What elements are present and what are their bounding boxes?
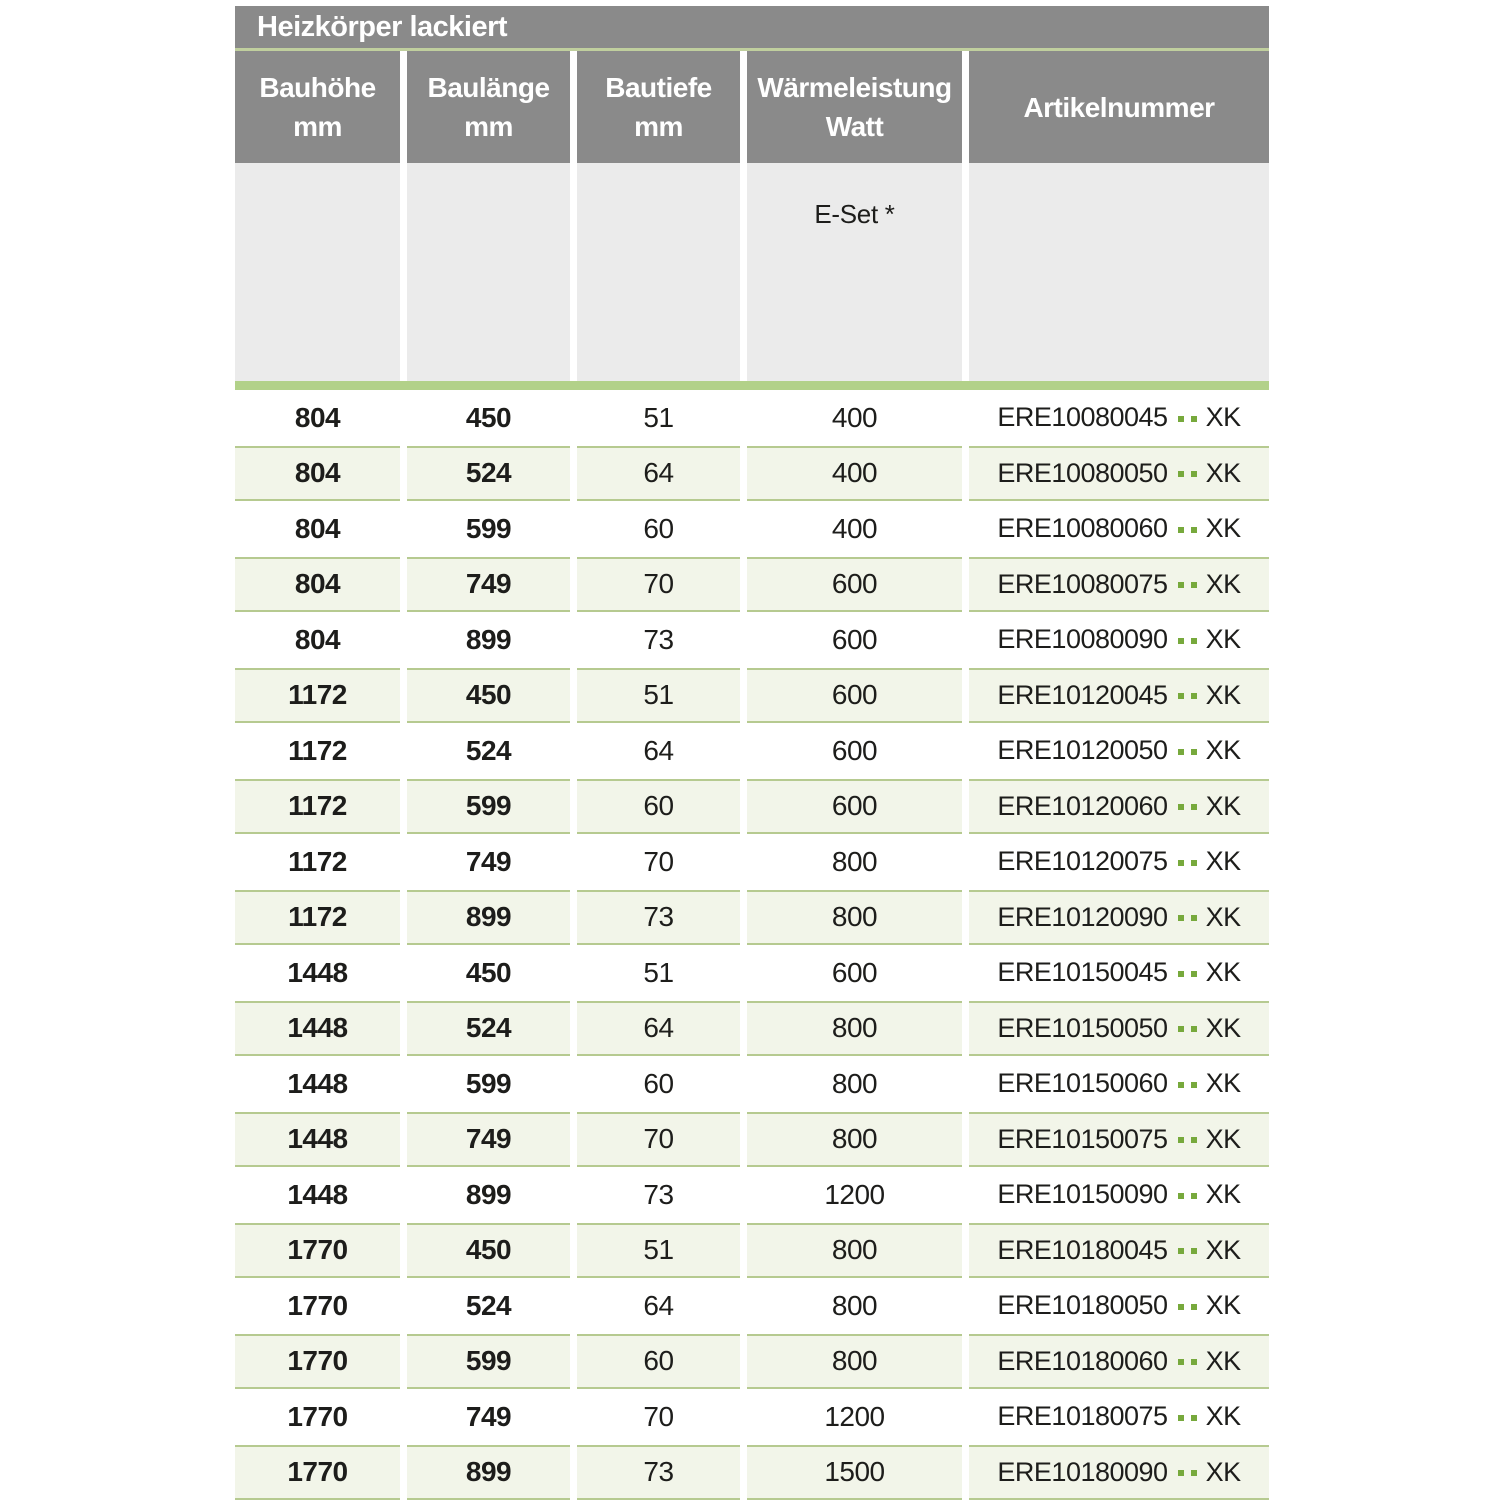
bautiefe-cell: 51 (577, 945, 740, 1001)
artikelnummer-suffix: XK (1205, 735, 1241, 766)
watt-cell: 600 (747, 779, 962, 835)
placeholder-dots-icon (1175, 581, 1201, 587)
artikelnummer-cell (969, 945, 1269, 1001)
table-row (235, 723, 1269, 779)
placeholder-dots-icon (1175, 1414, 1201, 1420)
table-body (235, 390, 1269, 1500)
subheader-cell-baulaenge (407, 163, 570, 381)
table-row (235, 779, 1269, 835)
placeholder-dots-icon (1175, 1247, 1201, 1253)
artikelnummer-cell (969, 446, 1269, 502)
artikelnummer-cell (969, 1334, 1269, 1390)
table-title-bar (235, 6, 1269, 48)
green-square-dot-icon (1191, 1470, 1197, 1476)
artikelnummer-cell (969, 1223, 1269, 1279)
baulaenge-cell: 524 (407, 1278, 570, 1334)
baulaenge-cell: 599 (407, 501, 570, 557)
green-square-dot-icon (1191, 1193, 1197, 1199)
artikelnummer-number: ERE10120075 (997, 846, 1168, 877)
baulaenge-cell: 749 (407, 1112, 570, 1168)
table-row (235, 390, 1269, 446)
col-header-unit: mm (464, 111, 513, 142)
green-square-dot-icon (1178, 582, 1184, 588)
green-square-dot-icon (1178, 860, 1184, 866)
table-row (235, 612, 1269, 668)
bauhoehe-cell: 1770 (235, 1278, 400, 1334)
artikelnummer-suffix: XK (1205, 901, 1241, 932)
artikelnummer-cell (969, 557, 1269, 613)
green-square-dot-icon (1178, 749, 1184, 755)
artikelnummer-number: ERE10150075 (997, 1123, 1168, 1154)
col-header-unit: Watt (825, 111, 884, 142)
artikelnummer-number: ERE10180075 (997, 1401, 1168, 1432)
green-square-dot-icon (1178, 471, 1184, 477)
bauhoehe-cell: 804 (235, 446, 400, 502)
green-square-dot-icon (1178, 1359, 1184, 1365)
bautiefe-cell: 60 (577, 779, 740, 835)
bautiefe-cell: 64 (577, 1001, 740, 1057)
bautiefe-cell: 70 (577, 557, 740, 613)
bauhoehe-cell: 1770 (235, 1445, 400, 1500)
placeholder-dots-icon (1175, 914, 1201, 920)
table-row (235, 1167, 1269, 1223)
bautiefe-cell: 51 (577, 668, 740, 724)
bautiefe-cell: 51 (577, 1223, 740, 1279)
bautiefe-cell: 60 (577, 501, 740, 557)
watt-cell: 800 (747, 1223, 962, 1279)
artikelnummer-suffix: XK (1205, 1345, 1241, 1376)
artikelnummer-number: ERE10180060 (997, 1345, 1168, 1376)
bautiefe-cell: 64 (577, 446, 740, 502)
green-square-dot-icon (1178, 527, 1184, 533)
watt-cell: 600 (747, 668, 962, 724)
baulaenge-cell: 599 (407, 1334, 570, 1390)
col-header-label: Baulänge (427, 72, 550, 103)
baulaenge-cell: 450 (407, 668, 570, 724)
artikelnummer-cell (969, 1112, 1269, 1168)
baulaenge-cell: 524 (407, 1001, 570, 1057)
placeholder-dots-icon (1175, 1303, 1201, 1309)
green-square-dot-icon (1178, 1137, 1184, 1143)
table-row (235, 1445, 1269, 1500)
watt-cell: 400 (747, 501, 962, 557)
green-square-dot-icon (1191, 1082, 1197, 1088)
artikelnummer-suffix: XK (1205, 457, 1241, 488)
placeholder-dots-icon (1175, 415, 1201, 421)
table-row (235, 1056, 1269, 1112)
artikelnummer-cell (969, 779, 1269, 835)
green-square-dot-icon (1191, 1248, 1197, 1254)
baulaenge-cell: 524 (407, 723, 570, 779)
placeholder-dots-icon (1175, 1025, 1201, 1031)
bauhoehe-cell: 804 (235, 501, 400, 557)
bauhoehe-cell: 804 (235, 390, 400, 446)
green-square-dot-icon (1178, 915, 1184, 921)
green-square-dot-icon (1191, 1026, 1197, 1032)
watt-cell: 600 (747, 723, 962, 779)
green-square-dot-icon (1178, 1470, 1184, 1476)
watt-cell: 800 (747, 1278, 962, 1334)
watt-cell: 600 (747, 557, 962, 613)
product-table (235, 6, 1269, 1500)
artikelnummer-number: ERE10180050 (997, 1290, 1168, 1321)
col-header-unit: mm (634, 111, 683, 142)
green-square-dot-icon (1178, 693, 1184, 699)
artikelnummer-suffix: XK (1205, 679, 1241, 710)
subheader-row (235, 163, 1269, 381)
artikelnummer-suffix: XK (1205, 1290, 1241, 1321)
section-divider-bar (235, 381, 1269, 390)
baulaenge-cell: 899 (407, 1167, 570, 1223)
placeholder-dots-icon (1175, 1358, 1201, 1364)
bauhoehe-cell: 1770 (235, 1334, 400, 1390)
artikelnummer-number: ERE10120045 (997, 679, 1168, 710)
green-square-dot-icon (1191, 527, 1197, 533)
watt-cell: 800 (747, 1112, 962, 1168)
col-header-label: Bautiefe (605, 72, 712, 103)
col-header-unit: mm (293, 111, 342, 142)
subheader-cell-artikelnummer (969, 163, 1269, 381)
artikelnummer-cell (969, 723, 1269, 779)
green-square-dot-icon (1178, 1026, 1184, 1032)
placeholder-dots-icon (1175, 1469, 1201, 1475)
bautiefe-cell: 64 (577, 723, 740, 779)
watt-cell: 800 (747, 1056, 962, 1112)
artikelnummer-suffix: XK (1205, 402, 1241, 433)
table-row (235, 668, 1269, 724)
artikelnummer-suffix: XK (1205, 1012, 1241, 1043)
col-header-waermeleistung (747, 51, 962, 163)
placeholder-dots-icon (1175, 803, 1201, 809)
artikelnummer-suffix: XK (1205, 846, 1241, 877)
artikelnummer-number: ERE10080045 (997, 402, 1168, 433)
artikelnummer-number: ERE10080075 (997, 568, 1168, 599)
green-square-dot-icon (1178, 1082, 1184, 1088)
table-title: Heizkörper lackiert (257, 10, 508, 43)
baulaenge-cell: 599 (407, 1056, 570, 1112)
bauhoehe-cell: 1448 (235, 1167, 400, 1223)
green-square-dot-icon (1191, 860, 1197, 866)
artikelnummer-suffix: XK (1205, 957, 1241, 988)
artikelnummer-suffix: XK (1205, 1179, 1241, 1210)
green-square-dot-icon (1178, 416, 1184, 422)
artikelnummer-number: ERE10120060 (997, 790, 1168, 821)
watt-cell: 1200 (747, 1167, 962, 1223)
table-row (235, 1389, 1269, 1445)
table-row (235, 945, 1269, 1001)
green-square-dot-icon (1178, 1193, 1184, 1199)
bauhoehe-cell: 1448 (235, 1056, 400, 1112)
bautiefe-cell: 60 (577, 1334, 740, 1390)
watt-cell: 800 (747, 1001, 962, 1057)
bauhoehe-cell: 1770 (235, 1389, 400, 1445)
artikelnummer-suffix: XK (1205, 790, 1241, 821)
col-header-artikelnummer (969, 51, 1269, 163)
artikelnummer-suffix: XK (1205, 1456, 1241, 1487)
table-row (235, 834, 1269, 890)
bautiefe-cell: 60 (577, 1056, 740, 1112)
baulaenge-cell: 749 (407, 557, 570, 613)
baulaenge-cell: 450 (407, 1223, 570, 1279)
artikelnummer-number: ERE10080090 (997, 624, 1168, 655)
green-square-dot-icon (1191, 749, 1197, 755)
watt-cell: 600 (747, 612, 962, 668)
table-row (235, 1001, 1269, 1057)
table-row (235, 1278, 1269, 1334)
artikelnummer-suffix: XK (1205, 568, 1241, 599)
artikelnummer-cell (969, 1167, 1269, 1223)
green-square-dot-icon (1191, 471, 1197, 477)
artikelnummer-cell (969, 612, 1269, 668)
bautiefe-cell: 70 (577, 834, 740, 890)
bauhoehe-cell: 1172 (235, 890, 400, 946)
bautiefe-cell: 70 (577, 1112, 740, 1168)
bauhoehe-cell: 804 (235, 557, 400, 613)
bautiefe-cell: 73 (577, 612, 740, 668)
artikelnummer-number: ERE10150045 (997, 957, 1168, 988)
subheader-cell-eset (747, 163, 962, 381)
placeholder-dots-icon (1175, 526, 1201, 532)
col-header-bauhoehe (235, 51, 400, 163)
artikelnummer-cell (969, 890, 1269, 946)
table-row (235, 1334, 1269, 1390)
placeholder-dots-icon (1175, 1192, 1201, 1198)
subheader-cell-bautiefe (577, 163, 740, 381)
bauhoehe-cell: 804 (235, 612, 400, 668)
baulaenge-cell: 899 (407, 1445, 570, 1500)
green-square-dot-icon (1191, 1304, 1197, 1310)
bautiefe-cell: 64 (577, 1278, 740, 1334)
green-square-dot-icon (1178, 1415, 1184, 1421)
bauhoehe-cell: 1172 (235, 723, 400, 779)
green-square-dot-icon (1191, 804, 1197, 810)
green-square-dot-icon (1191, 915, 1197, 921)
table-row (235, 446, 1269, 502)
green-square-dot-icon (1178, 971, 1184, 977)
green-square-dot-icon (1178, 1304, 1184, 1310)
placeholder-dots-icon (1175, 1136, 1201, 1142)
green-square-dot-icon (1178, 1248, 1184, 1254)
col-header-label: Artikelnummer (1023, 91, 1215, 123)
baulaenge-cell: 599 (407, 779, 570, 835)
watt-cell: 800 (747, 834, 962, 890)
bauhoehe-cell: 1172 (235, 834, 400, 890)
placeholder-dots-icon (1175, 970, 1201, 976)
watt-cell: 800 (747, 1334, 962, 1390)
artikelnummer-suffix: XK (1205, 1068, 1241, 1099)
placeholder-dots-icon (1175, 748, 1201, 754)
bauhoehe-cell: 1770 (235, 1223, 400, 1279)
col-header-bautiefe (577, 51, 740, 163)
bautiefe-cell: 73 (577, 1167, 740, 1223)
artikelnummer-cell (969, 390, 1269, 446)
bautiefe-cell: 51 (577, 390, 740, 446)
artikelnummer-suffix: XK (1205, 1401, 1241, 1432)
table-row (235, 1112, 1269, 1168)
baulaenge-cell: 899 (407, 890, 570, 946)
artikelnummer-number: ERE10180090 (997, 1456, 1168, 1487)
artikelnummer-suffix: XK (1205, 1234, 1241, 1265)
eset-label: E-Set * (814, 199, 895, 229)
green-square-dot-icon (1191, 1415, 1197, 1421)
green-square-dot-icon (1191, 1359, 1197, 1365)
watt-cell: 600 (747, 945, 962, 1001)
bauhoehe-cell: 1448 (235, 1112, 400, 1168)
watt-cell: 1500 (747, 1445, 962, 1500)
watt-cell: 800 (747, 890, 962, 946)
artikelnummer-cell (969, 668, 1269, 724)
green-square-dot-icon (1178, 638, 1184, 644)
bautiefe-cell: 70 (577, 1389, 740, 1445)
col-header-label: Bauhöhe (259, 72, 376, 103)
artikelnummer-number: ERE10120090 (997, 901, 1168, 932)
artikelnummer-number: ERE10120050 (997, 735, 1168, 766)
column-header-row (235, 51, 1269, 163)
bauhoehe-cell: 1448 (235, 1001, 400, 1057)
artikelnummer-suffix: XK (1205, 1123, 1241, 1154)
artikelnummer-suffix: XK (1205, 513, 1241, 544)
artikelnummer-number: ERE10150050 (997, 1012, 1168, 1043)
watt-cell: 1200 (747, 1389, 962, 1445)
placeholder-dots-icon (1175, 692, 1201, 698)
watt-cell: 400 (747, 446, 962, 502)
subheader-cell-bauhoehe (235, 163, 400, 381)
col-header-label: Wärmeleistung (757, 72, 952, 103)
placeholder-dots-icon (1175, 637, 1201, 643)
table-row (235, 1223, 1269, 1279)
green-square-dot-icon (1191, 582, 1197, 588)
green-square-dot-icon (1191, 693, 1197, 699)
artikelnummer-cell (969, 1445, 1269, 1500)
bautiefe-cell: 73 (577, 1445, 740, 1500)
table-row (235, 501, 1269, 557)
artikelnummer-number: ERE10150060 (997, 1068, 1168, 1099)
placeholder-dots-icon (1175, 1081, 1201, 1087)
bautiefe-cell: 73 (577, 890, 740, 946)
artikelnummer-cell (969, 1389, 1269, 1445)
baulaenge-cell: 899 (407, 612, 570, 668)
artikelnummer-number: ERE10150090 (997, 1179, 1168, 1210)
green-square-dot-icon (1191, 416, 1197, 422)
artikelnummer-cell (969, 1001, 1269, 1057)
col-header-baulaenge (407, 51, 570, 163)
green-square-dot-icon (1191, 971, 1197, 977)
baulaenge-cell: 524 (407, 446, 570, 502)
artikelnummer-suffix: XK (1205, 624, 1241, 655)
green-square-dot-icon (1191, 1137, 1197, 1143)
artikelnummer-cell (969, 834, 1269, 890)
table-row (235, 557, 1269, 613)
placeholder-dots-icon (1175, 859, 1201, 865)
artikelnummer-cell (969, 1278, 1269, 1334)
artikelnummer-cell (969, 501, 1269, 557)
watt-cell: 400 (747, 390, 962, 446)
table-row (235, 890, 1269, 946)
artikelnummer-number: ERE10180045 (997, 1234, 1168, 1265)
placeholder-dots-icon (1175, 470, 1201, 476)
baulaenge-cell: 450 (407, 945, 570, 1001)
baulaenge-cell: 749 (407, 834, 570, 890)
artikelnummer-number: ERE10080050 (997, 457, 1168, 488)
baulaenge-cell: 749 (407, 1389, 570, 1445)
artikelnummer-cell (969, 1056, 1269, 1112)
baulaenge-cell: 450 (407, 390, 570, 446)
green-square-dot-icon (1191, 638, 1197, 644)
artikelnummer-number: ERE10080060 (997, 513, 1168, 544)
green-square-dot-icon (1178, 804, 1184, 810)
bauhoehe-cell: 1448 (235, 945, 400, 1001)
bauhoehe-cell: 1172 (235, 668, 400, 724)
bauhoehe-cell: 1172 (235, 779, 400, 835)
